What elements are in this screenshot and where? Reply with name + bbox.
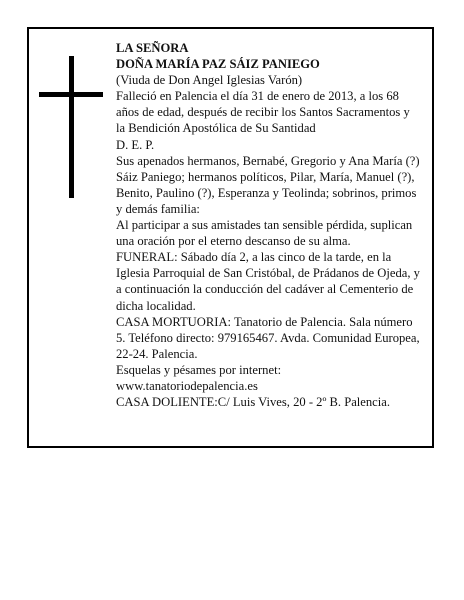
deceased-name: DOÑA MARÍA PAZ SÁIZ PANIEGO [116,57,320,72]
casa-doliente-info: CASA DOLIENTE:C/ Luis Vives, 20 - 2º B. Palencia. [116,395,391,410]
cross-horizontal-bar [39,92,103,97]
death-details: Falleció en Palencia el día 31 de enero de 2013, a los 68 años de edad, después de recibir los Santos Sacramentos y la Bendición Apostólica de Su Santidad [116,89,410,136]
internet-label: Esquelas y pésames por internet: [116,362,282,377]
family-list: Sus apenados hermanos, Bernabé, Gregorio y Ana María (?) Sáiz Paniego; hermanos políticos, Pilar, María, Manuel (?), Benito, Paulino (?), Esperanza y Teolinda; sobrinos, primos y demás familia: [116,153,420,216]
website-link[interactable]: www.tanatoriodepalencia.es [116,378,258,393]
funeral-info: FUNERAL: Sábado día 2, a las cinco de la tarde, en la Iglesia Parroquial de San Cristóbal, de Prádanos de Ojeda, y a continuación la conducción del cadáver al Cementerio de dicha localidad. [116,250,420,313]
widow-line: (Viuda de Don Angel Iglesias Varón) [116,73,303,88]
prayer-request: Al participar a sus amistades tan sensible pérdida, suplican una oración por el eterno descanso de su alma. [116,218,413,249]
obituary-notice [27,27,434,448]
casa-mortuoria-info: CASA MORTUORIA: Tanatorio de Palencia. Sala número 5. Teléfono directo: 979165467. Avda. Comunidad Europea, 22-24. Palencia. [116,314,420,361]
rip-line: D. E. P. [116,137,155,152]
notice-text [116,40,421,410]
cross-vertical-bar [69,56,74,198]
notice-title: LA SEÑORA [116,41,189,55]
cross-icon [39,56,103,198]
